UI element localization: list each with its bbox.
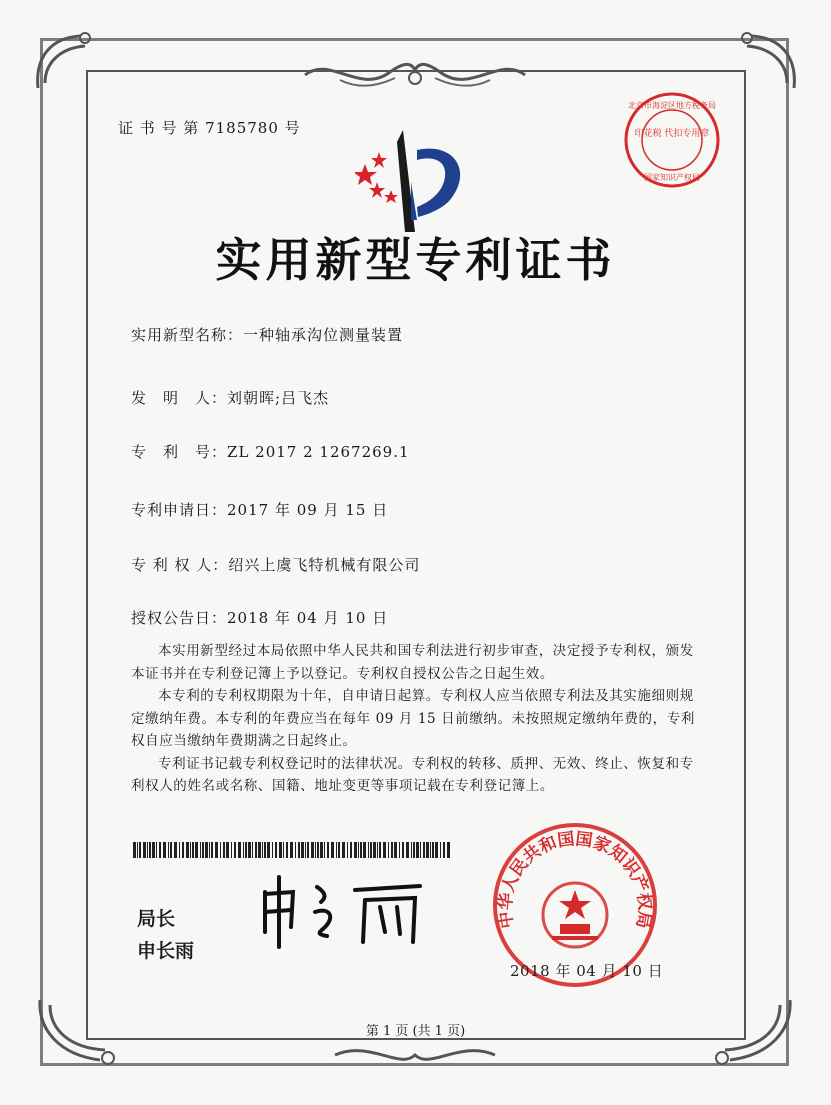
certificate-title: 实用新型专利证书 xyxy=(215,233,616,287)
director-signature-icon xyxy=(255,872,430,952)
field-label: 实用新型名称： xyxy=(131,326,244,344)
director-name: 申长雨 xyxy=(137,940,195,962)
field-value: ZL 2017 2 1267269.1 xyxy=(227,443,410,461)
field-row xyxy=(131,499,388,520)
body-paragraph-3: 专利证书记载专利权登记时的法律状况。专利权的转移、质押、无效、终止、恢复和专利权人的姓名或名称、国籍、地址变更等事项记载在专利登记簿上。 xyxy=(131,755,694,794)
tax-seal-icon xyxy=(622,90,722,190)
director-title: 局长 xyxy=(137,908,176,930)
top-left-ornament-icon xyxy=(30,28,110,98)
field-row xyxy=(131,441,410,462)
field-label: 发 明 人： xyxy=(131,389,228,407)
svg-text:印花税 代扣专用章 xyxy=(635,127,710,139)
field-row xyxy=(131,387,329,408)
field-label: 专利申请日： xyxy=(131,501,228,519)
bottom-center-ornament-icon xyxy=(330,1040,500,1070)
field-value: 刘朝晖;吕飞杰 xyxy=(227,389,330,407)
field-label: 授权公告日： xyxy=(131,609,228,627)
patent-office-logo-icon xyxy=(355,122,475,232)
svg-text:中华人民共和国国家知识产权局 xyxy=(495,829,656,930)
field-value: 2017 年 09 月 15 日 xyxy=(227,501,389,519)
seal-small-inner: 印花税 代扣专用章 xyxy=(634,129,710,139)
field-value: 一种轴承沟位测量装置 xyxy=(243,326,404,344)
seal-big-text: 中华人民共和国国家知识产权局 xyxy=(495,829,655,930)
top-ornament-icon xyxy=(300,50,530,100)
barcode xyxy=(133,842,453,858)
page-number: 第 1 页 (共 1 页) xyxy=(365,1024,466,1039)
certificate-number: 证 书 号 第 7185780 号 xyxy=(118,119,301,137)
body-paragraph-2: 本专利的专利权期限为十年，自申请日起算。专利权人应当依照专利法及其实施细则规定缴纳年费。本专利的年费应当在每年 09 月 15 日前缴纳。未按照规定缴纳年费的，专利权自应当缴纳年费期满之日起终止。 xyxy=(131,688,695,749)
body-paragraph-1: 本实用新型经过本局依照中华人民共和国专利法进行初步审查，决定授予专利权，颁发本证书并在专利登记簿上予以登记。专利权自授权公告之日起生效。 xyxy=(131,643,694,682)
field-row xyxy=(131,554,420,575)
field-row xyxy=(131,607,388,628)
field-value: 2018 年 04 月 10 日 xyxy=(227,609,389,627)
field-row xyxy=(131,324,403,345)
seal-date: 2018 年 04 月 10 日 xyxy=(510,962,664,980)
seal-small-bottom: 国家知识产权局 xyxy=(644,173,700,182)
seal-small-top: 北京市海淀区地方税务局 xyxy=(628,101,716,110)
field-value: 绍兴上虞飞特机械有限公司 xyxy=(228,556,421,574)
top-right-ornament-icon xyxy=(722,28,802,98)
field-label: 专 利 权 人： xyxy=(131,556,229,574)
certificate-body xyxy=(131,640,701,798)
field-label: 专 利 号： xyxy=(131,443,228,461)
